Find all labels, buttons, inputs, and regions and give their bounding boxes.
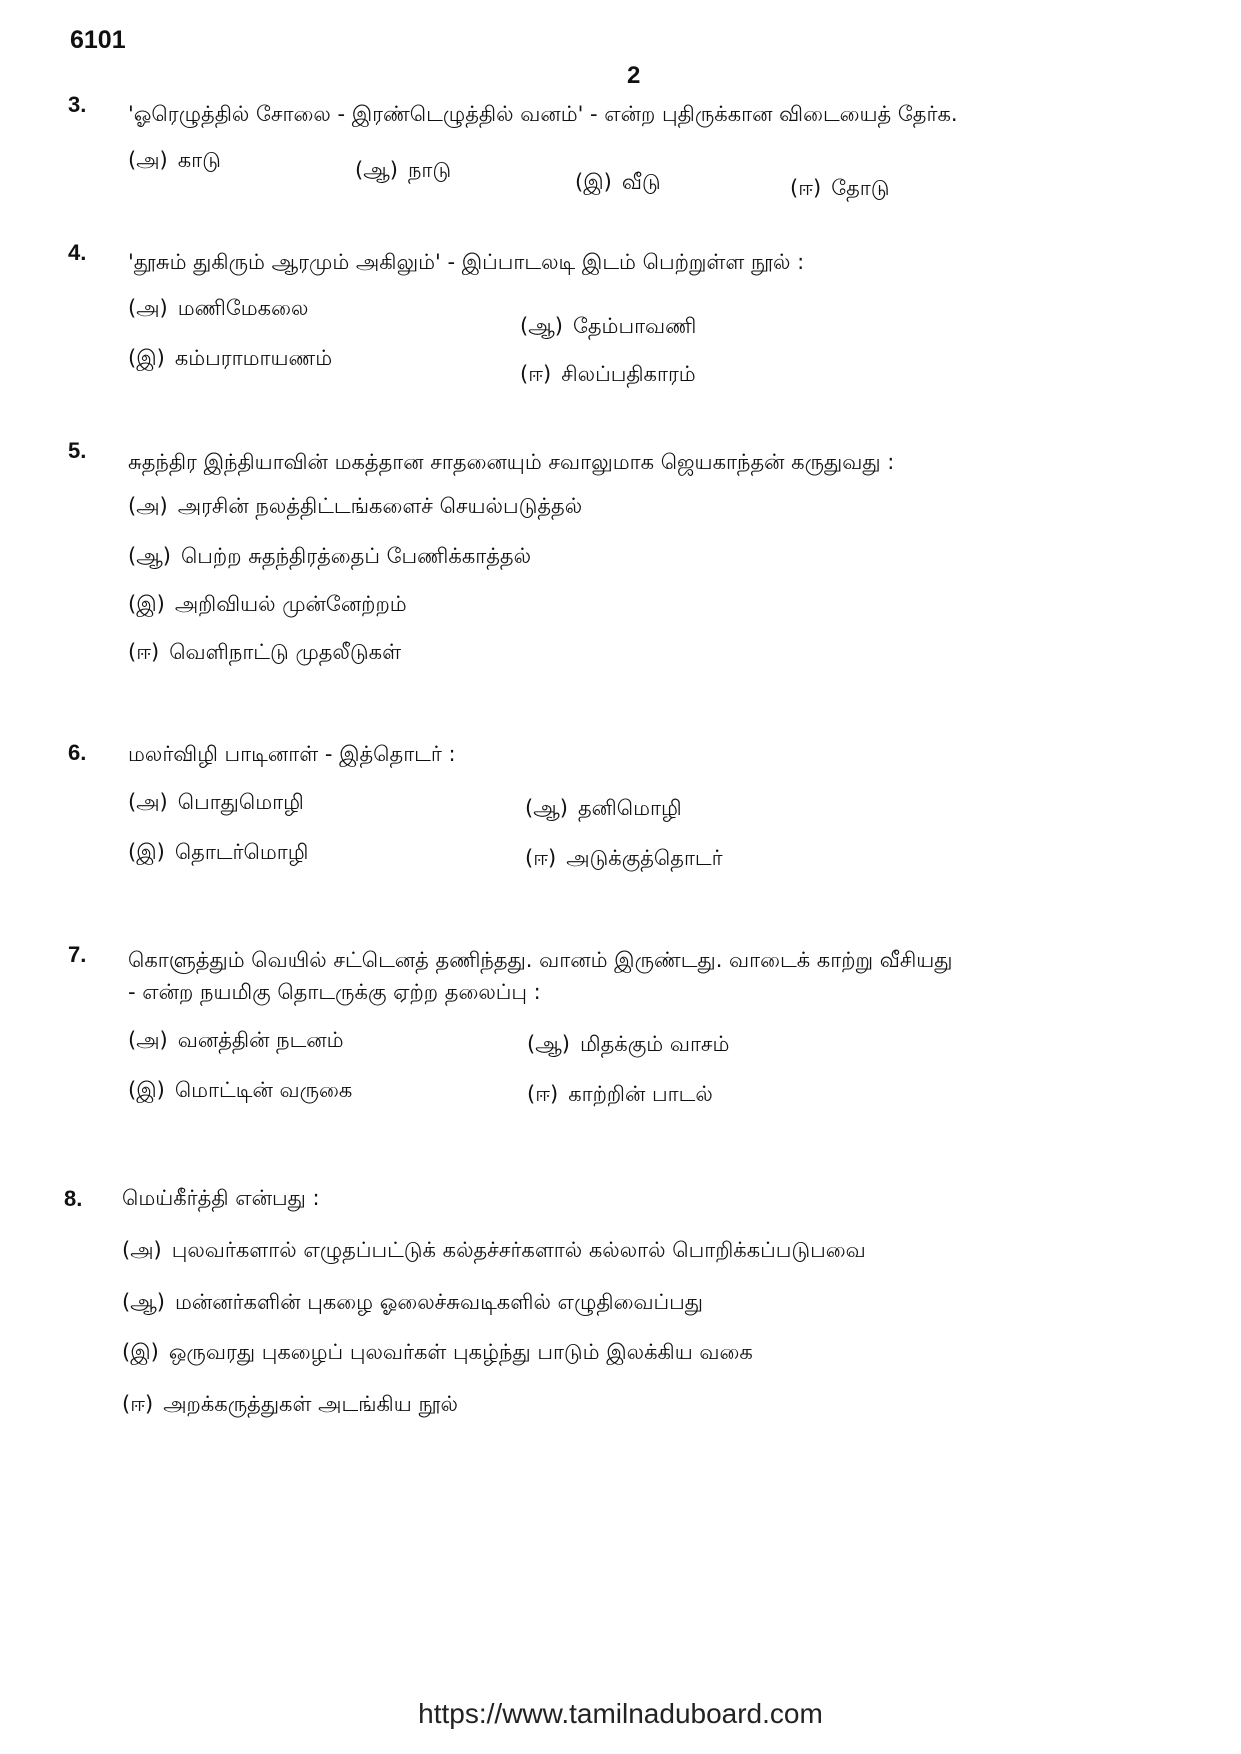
option-label: (ஆ) bbox=[525, 796, 568, 820]
option-label: (அ) bbox=[128, 148, 168, 172]
question-number: 5. bbox=[68, 438, 87, 463]
question-text: மெய்கீர்த்தி என்பது : bbox=[122, 1186, 320, 1210]
option-text: ஒருவரது புகழைப் புலவர்கள் புகழ்ந்து பாடும் இலக்கிய வகை bbox=[168, 1340, 753, 1364]
option-label: (ஆ) bbox=[128, 544, 171, 568]
option-d bbox=[527, 1082, 713, 1109]
option-text: தொடர்மொழி bbox=[174, 840, 309, 864]
option-b bbox=[520, 314, 696, 341]
option-text: பெற்ற சுதந்திரத்தைப் பேணிக்காத்தல் bbox=[180, 544, 532, 568]
option-d bbox=[525, 846, 723, 873]
option-a bbox=[122, 1238, 866, 1265]
option-b bbox=[527, 1032, 729, 1059]
option-c bbox=[128, 592, 407, 619]
option-text: அறக்கருத்துகள் அடங்கிய நூல் bbox=[163, 1392, 458, 1416]
question-text: சுதந்திர இந்தியாவின் மகத்தான சாதனையும் சவாலுமாக ஜெயகாந்தன் கருதுவது : bbox=[128, 450, 895, 474]
option-label: (ஈ) bbox=[790, 176, 822, 200]
option-label: (அ) bbox=[122, 1238, 162, 1262]
option-d bbox=[790, 176, 890, 203]
question-number: 8. bbox=[64, 1186, 83, 1211]
option-a bbox=[128, 790, 304, 817]
page-number: 2 bbox=[627, 62, 641, 89]
option-label: (இ) bbox=[128, 592, 165, 616]
option-text: காடு bbox=[177, 148, 221, 172]
option-a bbox=[128, 296, 308, 323]
option-label: (ஆ) bbox=[527, 1032, 570, 1056]
option-a bbox=[128, 494, 582, 521]
option-label: (இ) bbox=[122, 1340, 159, 1364]
option-c bbox=[128, 346, 332, 373]
option-text: வெளிநாட்டு முதலீடுகள் bbox=[169, 640, 402, 664]
option-text: கம்பராமாயணம் bbox=[174, 346, 333, 370]
option-label: (இ) bbox=[128, 840, 165, 864]
option-a bbox=[128, 1028, 344, 1055]
option-label: (இ) bbox=[128, 1078, 165, 1102]
option-c bbox=[128, 1078, 352, 1105]
option-text: சிலப்பதிகாரம் bbox=[561, 362, 696, 386]
question-number: 3. bbox=[68, 92, 87, 117]
option-c bbox=[128, 840, 308, 867]
question-number: 4. bbox=[68, 240, 87, 265]
option-c bbox=[122, 1340, 753, 1367]
option-label: (அ) bbox=[128, 494, 168, 518]
option-label: (ஈ) bbox=[122, 1392, 154, 1416]
option-d bbox=[122, 1392, 458, 1419]
paper-code: 6101 bbox=[70, 26, 126, 54]
option-a bbox=[128, 148, 221, 175]
question-text-line-2: - என்ற நயமிகு தொடருக்கு ஏற்ற தலைப்பு : bbox=[128, 980, 541, 1004]
question-text: 'தூசும் துகிரும் ஆரமும் அகிலும்' - இப்பாடலடி இடம் பெற்றுள்ள நூல் : bbox=[128, 250, 805, 274]
option-label: (ஆ) bbox=[355, 158, 398, 182]
option-text: தோடு bbox=[831, 176, 890, 200]
option-label: (ஈ) bbox=[128, 640, 160, 664]
option-label: (இ) bbox=[128, 346, 165, 370]
option-text: காற்றின் பாடல் bbox=[568, 1082, 713, 1106]
option-text: வனத்தின் நடனம் bbox=[177, 1028, 344, 1052]
option-label: (ஆ) bbox=[122, 1290, 165, 1314]
option-text: மணிமேகலை bbox=[177, 296, 309, 320]
option-label: (ஆ) bbox=[520, 314, 563, 338]
option-text: மன்னர்களின் புகழை ஓலைச்சுவடிகளில் எழுதிவைப்பது bbox=[174, 1290, 704, 1314]
question-text: 'ஓரெழுத்தில் சோலை - இரண்டெழுத்தில் வனம்' - என்ற புதிருக்கான விடையைத் தேர்க. bbox=[128, 102, 958, 126]
footer-url[interactable]: https://www.tamilnaduboard.com bbox=[418, 1698, 823, 1729]
option-text: அறிவியல் முன்னேற்றம் bbox=[174, 592, 407, 616]
question-text: மலர்விழி பாடினாள் - இத்தொடர் : bbox=[128, 742, 456, 766]
option-text: அடுக்குத்தொடர் bbox=[566, 846, 723, 870]
question-number: 7. bbox=[68, 942, 87, 967]
option-text: மிதக்கும் வாசம் bbox=[579, 1032, 730, 1056]
option-text: தனிமொழி bbox=[577, 796, 682, 820]
option-c bbox=[575, 170, 661, 197]
option-b bbox=[122, 1290, 703, 1317]
question-number: 6. bbox=[68, 740, 87, 765]
option-text: பொதுமொழி bbox=[177, 790, 304, 814]
option-text: வீடு bbox=[621, 170, 661, 194]
option-label: (அ) bbox=[128, 1028, 168, 1052]
option-label: (அ) bbox=[128, 790, 168, 814]
question-text-line-1: கொளுத்தும் வெயில் சட்டெனத் தணிந்தது. வானம் இருண்டது. வாடைக் காற்று வீசியது bbox=[128, 948, 953, 972]
option-text: நாடு bbox=[407, 158, 452, 182]
option-text: தேம்பாவணி bbox=[572, 314, 697, 338]
option-label: (ஈ) bbox=[520, 362, 552, 386]
option-b bbox=[355, 158, 451, 185]
option-text: மொட்டின் வருகை bbox=[174, 1078, 353, 1102]
option-label: (அ) bbox=[128, 296, 168, 320]
option-b bbox=[525, 796, 682, 823]
option-label: (ஈ) bbox=[525, 846, 557, 870]
option-d bbox=[520, 362, 696, 389]
option-d bbox=[128, 640, 401, 667]
option-text: புலவர்களால் எழுதப்பட்டுக் கல்தச்சர்களால் கல்லால் பொறிக்கப்படுபவை bbox=[171, 1238, 866, 1262]
option-text: அரசின் நலத்திட்டங்களைச் செயல்படுத்தல் bbox=[177, 494, 583, 518]
option-label: (ஈ) bbox=[527, 1082, 559, 1106]
option-label: (இ) bbox=[575, 170, 612, 194]
option-b bbox=[128, 544, 531, 571]
